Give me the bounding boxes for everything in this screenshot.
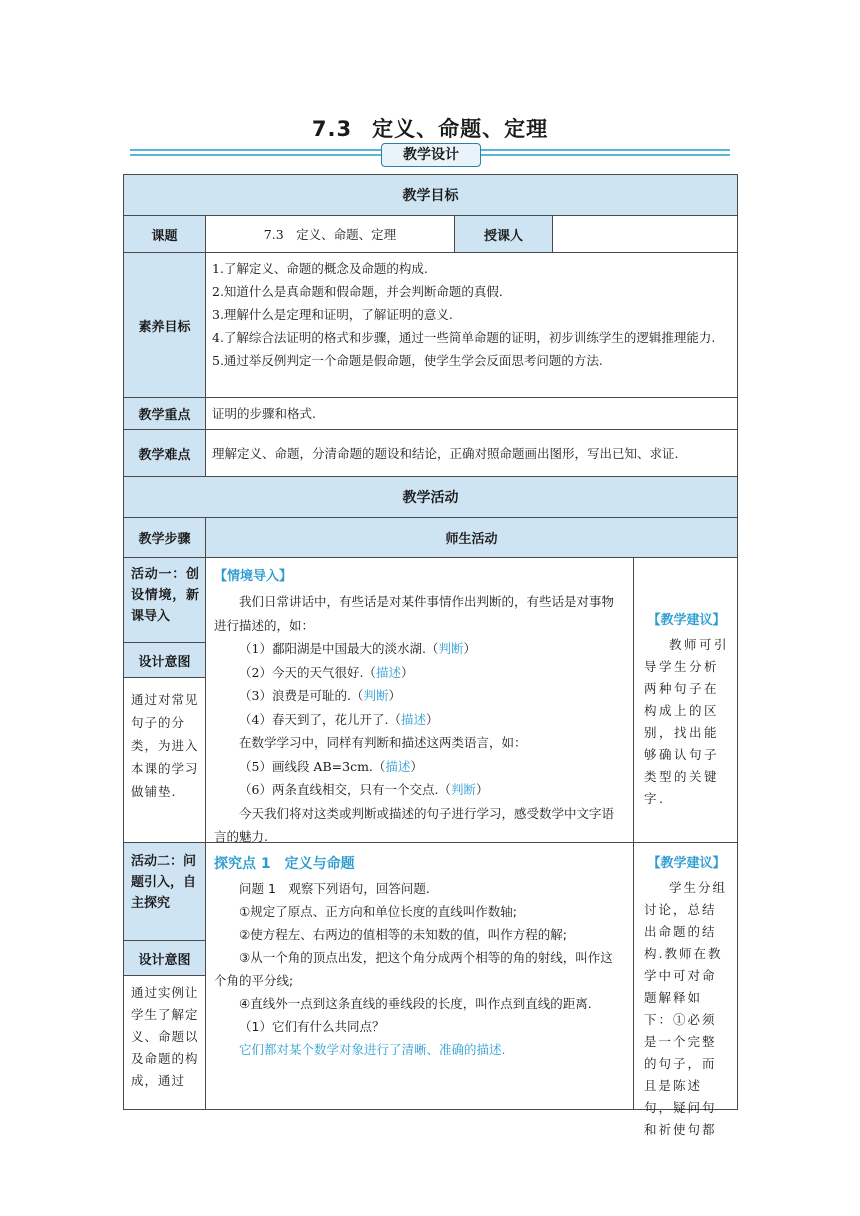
statement-item: ④直线外一点到这条直线的垂线段的长度，叫作点到直线的距离. <box>239 996 592 1011</box>
teacher-label: 授课人 <box>455 216 553 253</box>
literacy-goals <box>206 253 737 398</box>
question-text: 问题 1 观察下列语句，回答问题. <box>239 881 430 896</box>
key-point-label: 教学重点 <box>124 398 206 430</box>
lesson-table <box>123 174 738 1137</box>
activities-header: 教学活动 <box>124 477 737 518</box>
statement-item: ③从一个角的顶点出发，把这个角分成两个相等的角的射线，叫作这个角的平分线; <box>214 950 613 988</box>
teacher-value <box>553 216 737 253</box>
statement-item: ②使方程左、右两边的值相等的未知数的值，叫作方程的解; <box>239 927 567 942</box>
activity2-intent: 通过实例让学生了解定义、命题以及命题的构成，通过 <box>124 976 206 1109</box>
banner-tag: 教学设计 <box>381 143 481 167</box>
suggestion-title: 【教学建议】 <box>647 613 726 628</box>
statement-item: ①规定了原点、正方向和单位长度的直线叫作数轴; <box>239 904 517 919</box>
key-point-value: 证明的步骤和格式. <box>206 398 737 430</box>
page-title: 7.3 定义、命题、定理 <box>311 117 549 141</box>
suggestion-text: 教师可引导学生分析两种句子在构成上的区别，找出能够确认句子类型的关键字. <box>644 637 730 806</box>
section-banner <box>130 143 730 169</box>
activity1-step: 活动一：创设情境，新课导入 <box>124 558 206 643</box>
example-item: （5）画线段 AB=3cm.（描述） <box>239 758 423 774</box>
intro-text: 我们日常讲话中，有些话是对某件事情作出判断的，有些话是对事物进行描述的，如： <box>214 594 615 633</box>
goal-item: 4.了解综合法证明的格式和步骤，通过一些简单命题的证明，初步训练学生的逻辑推理能力. <box>212 330 716 345</box>
activity1-suggestion <box>634 558 737 843</box>
goal-item: 1.了解定义、命题的概念及命题的构成. <box>212 261 428 276</box>
goals-header: 教学目标 <box>124 175 737 216</box>
literacy-label: 素养目标 <box>124 253 206 398</box>
closing-text: 今天我们将对这类或判断或描述的句子进行学习，感受数学中文字语言的魅力. <box>214 805 615 844</box>
middle-text: 在数学学习中，同样有判断和描述这两类语言，如： <box>239 735 527 750</box>
goal-item: 2.知道什么是真命题和假命题，并会判断命题的真假. <box>212 284 503 299</box>
example-item: （3）浪费是可耻的.（判断） <box>239 688 401 703</box>
example-item: （2）今天的天气很好.（描述） <box>239 664 414 680</box>
topic-label: 课题 <box>124 216 206 253</box>
goal-item: 5.通过举反例判定一个命题是假命题，使学生学会反面思考问题的方法. <box>212 353 603 368</box>
section-heading: 【情境导入】 <box>214 569 293 584</box>
teacher-student-label: 师生活动 <box>206 518 737 558</box>
example-item: （1）鄱阳湖是中国最大的淡水湖.（判断） <box>239 641 476 656</box>
answer-text: 它们都对某个数学对象进行了清晰、准确的描述. <box>239 1042 506 1057</box>
suggestion-text: 学生分组讨论，总结出命题的结构.教师在教学中可对命题解释如下：①必须是一个完整的句子，而且是陈述句，疑问句和祈使句都 <box>644 880 728 1137</box>
topic-value: 7.3 定义、命题、定理 <box>206 216 455 253</box>
example-item: （6）两条直线相交，只有一个交点.（判断） <box>239 782 489 797</box>
suggestion-title: 【教学建议】 <box>647 856 726 871</box>
sub-question: （1）它们有什么共同点？ <box>239 1019 385 1034</box>
example-item: （4）春天到了，花儿开了.（描述） <box>239 711 439 727</box>
activity1-content <box>206 558 634 843</box>
activity1-intent: 通过对常见句子的分类，为进入本课的学习做铺垫. <box>124 678 206 843</box>
section-heading: 探究点 1 定义与命题 <box>214 856 355 872</box>
activity2-intent-label: 设计意图 <box>124 941 206 976</box>
goal-item: 3.理解什么是定理和证明，了解证明的意义. <box>212 307 453 322</box>
difficulty-value: 理解定义、命题，分清命题的题设和结论，正确对照命题画出图形，写出已知、求证. <box>206 430 737 477</box>
difficulty-label: 教学难点 <box>124 430 206 477</box>
steps-label: 教学步骤 <box>124 518 206 558</box>
activity2-suggestion <box>634 843 737 1137</box>
activity2-step: 活动二：问题引入，自主探究 <box>124 843 206 941</box>
activity1-intent-label: 设计意图 <box>124 643 206 678</box>
activity2-content <box>206 843 634 1109</box>
